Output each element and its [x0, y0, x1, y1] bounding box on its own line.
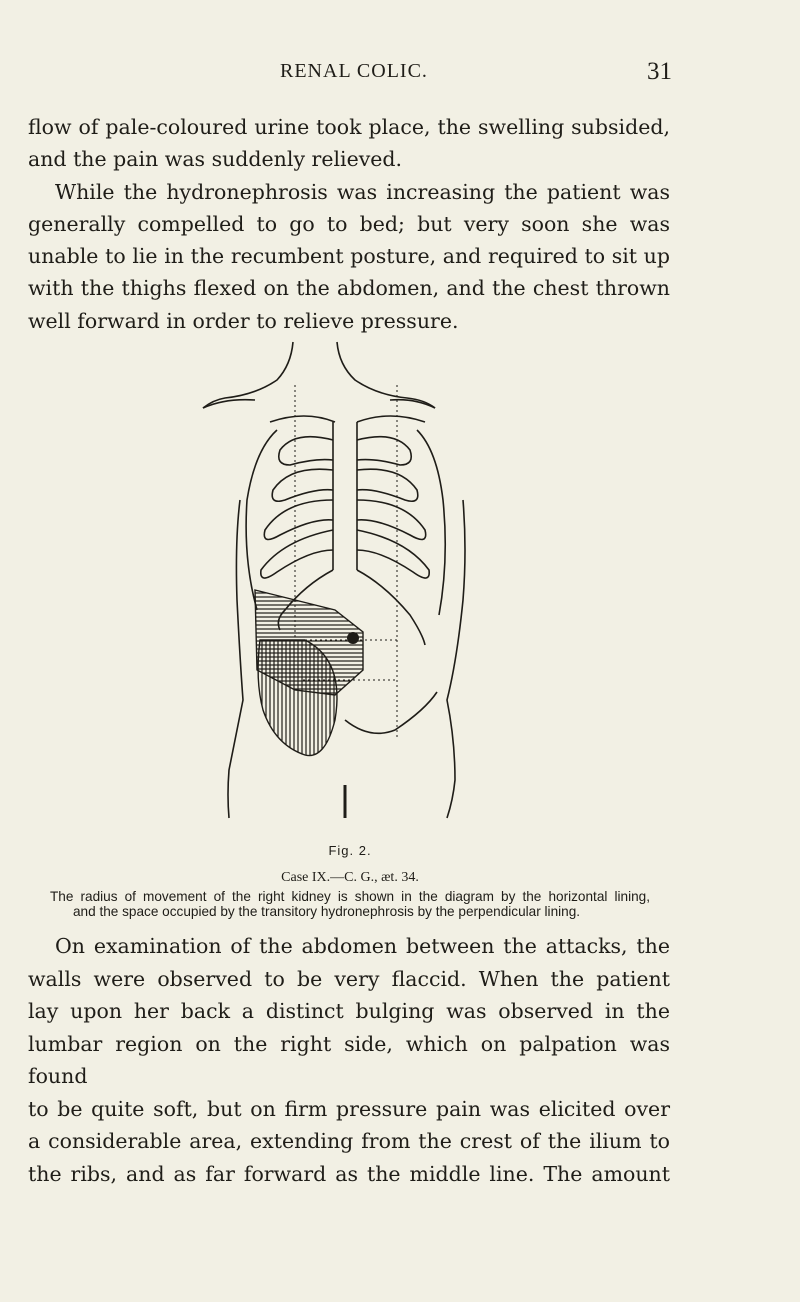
figure-case-line: Case IX.—C. G., æt. 34. [281, 870, 419, 885]
running-head: RENAL COLIC. [280, 60, 428, 82]
text-line: well forward in order to relieve pressure. [28, 308, 459, 333]
page-header [0, 58, 800, 88]
page-number: 31 [647, 58, 672, 85]
text-line: While the hydronephrosis was increasing the patient was [55, 179, 670, 204]
figure-label: Fig. 2. [328, 843, 372, 858]
body-text-bottom [28, 930, 670, 1190]
text-line: a considerable area, extending from the crest of the ilium to [28, 1129, 670, 1153]
text-line: to be quite soft, but on firm pressure pain was elicited over [28, 1096, 670, 1121]
caption-line: The radius of movement of the right kidney is shown in the diagram by the horizontal lining, [50, 889, 650, 904]
text-line: with the thighs flexed on the abdomen, and the chest thrown [28, 276, 670, 301]
text-line: generally compelled to go to bed; but very soon she was [28, 211, 670, 236]
torso-illustration [185, 340, 515, 840]
anatomical-diagram [185, 340, 515, 840]
figure-caption [50, 889, 650, 919]
text-line: lay upon her back a distinct bulging was observed in the [28, 999, 670, 1023]
text-line: and the pain was suddenly relieved. [28, 147, 403, 172]
text-line: the ribs, and as far forward as the middle line. The amount [28, 1161, 670, 1186]
text-line: flow of pale-coloured urine took place, the swelling subsided, [28, 115, 670, 139]
text-line: On examination of the abdomen between the attacks, the [55, 934, 670, 958]
caption-line: and the space occupied by the transitory hydronephrosis by the perpendicular lining. [73, 904, 581, 919]
text-line: lumbar region on the right side, which on palpation was found [28, 1031, 670, 1088]
body-text-top [28, 111, 670, 337]
text-line: walls were observed to be very flaccid. When the patient [28, 966, 670, 991]
text-line: unable to lie in the recumbent posture, and required to sit up [28, 244, 670, 269]
